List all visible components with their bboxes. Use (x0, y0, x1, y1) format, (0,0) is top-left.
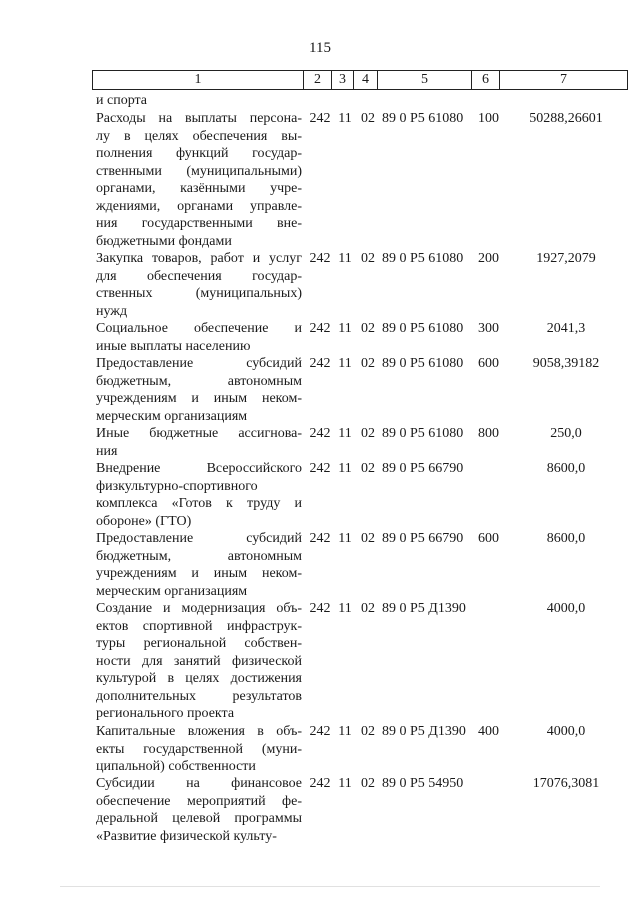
column-header-4: 4 (353, 71, 377, 89)
cell-c3: 11 (338, 724, 352, 739)
cell-c4: 02 (361, 531, 375, 546)
cell-c5: 89 0 Р5 61080 (382, 251, 464, 266)
cell-c5: 89 0 Р5 Д1390 (382, 724, 466, 739)
cell-c5: 89 0 Р5 61080 (382, 426, 464, 441)
cell-c7: 50288,26601 (529, 111, 603, 126)
description-line: учреждениям и иным неком- (96, 566, 302, 581)
cell-c7: 4000,0 (546, 601, 586, 616)
cell-c7: 4000,0 (546, 724, 586, 739)
description-line: культурой в целях достижения (96, 671, 302, 686)
cell-c4: 02 (361, 776, 375, 791)
cell-c6: 200 (478, 251, 499, 266)
row-description (96, 250, 302, 320)
cell-c7: 8600,0 (546, 531, 586, 546)
cell-c7: 250,0 (550, 426, 582, 441)
description-line: ственными (муниципальными) (96, 163, 302, 179)
description-line: Социальное обеспечение и (96, 321, 302, 336)
cell-c4: 02 (361, 724, 375, 739)
cell-c2: 242 (309, 321, 331, 336)
row-description (96, 775, 302, 845)
cell-c2: 242 (309, 356, 331, 371)
description-line: дополнительных результатов (96, 688, 302, 704)
cell-c2: 242 (309, 776, 331, 791)
cell-c4: 02 (361, 426, 375, 441)
row-description (96, 320, 302, 355)
row-description (96, 110, 302, 250)
cell-c2: 242 (309, 461, 331, 476)
column-header-6: 6 (471, 71, 499, 89)
cell-c5: 89 0 Р5 54950 (382, 776, 464, 791)
description-line: ния (96, 443, 118, 459)
description-line: Субсидии на финансовое (96, 776, 302, 791)
cell-c4: 02 (361, 601, 375, 616)
cell-c5: 89 0 Р5 66790 (382, 531, 464, 546)
cell-c6: 600 (478, 356, 499, 371)
cell-c5: 89 0 Р5 66790 (382, 461, 464, 476)
row-description (96, 355, 302, 425)
row-description (96, 425, 302, 460)
cell-c7: 9058,39182 (532, 356, 600, 371)
description-line: Иные бюджетные ассигнова- (96, 426, 302, 441)
cell-c2: 242 (309, 426, 331, 441)
description-line: Внедрение Всероссийского (96, 461, 302, 476)
description-line: ждениями, органами управле- (96, 198, 302, 214)
cell-c6: 300 (478, 321, 499, 336)
description-line: физкультурно-спортивного (96, 478, 258, 494)
description-line: Предоставление субсидий (96, 356, 302, 371)
description-line: обеспечение мероприятий фе- (96, 793, 302, 809)
cell-c2: 242 (309, 111, 331, 126)
scan-artifact (60, 886, 600, 887)
cell-c5: 89 0 Р5 61080 (382, 356, 464, 371)
column-header-5: 5 (377, 71, 471, 89)
description-line: ственных (муниципальных) (96, 286, 302, 301)
description-line: ния государственными вне- (96, 216, 302, 231)
description-line: лу в целях обеспечения вы- (96, 128, 302, 144)
description-line: учреждениям и иным неком- (96, 391, 302, 406)
description-line: бюджетными фондами (96, 233, 232, 249)
cell-c5: 89 0 Р5 61080 (382, 111, 464, 126)
description-line: комплекса «Готов к труду и (96, 496, 302, 511)
description-line: Создание и модернизация объ- (96, 601, 302, 616)
cell-c6: 600 (478, 531, 499, 546)
description-line: бюджетным, автономным (96, 548, 302, 564)
column-header-3: 3 (331, 71, 353, 89)
description-line: ципальной) собственности (96, 759, 256, 774)
description-line: «Развитие физической культу- (96, 828, 277, 844)
row-description (96, 460, 302, 530)
description-line: регионального проекта (96, 706, 235, 721)
cell-c4: 02 (361, 356, 375, 371)
cell-c3: 11 (338, 111, 352, 126)
cell-c3: 11 (338, 356, 352, 371)
row-description (96, 530, 302, 600)
cell-c3: 11 (338, 251, 352, 266)
cell-c7: 17076,3081 (532, 776, 600, 791)
cell-c6: 100 (478, 111, 499, 126)
cell-c3: 11 (338, 531, 352, 546)
row-description (96, 92, 302, 110)
description-line: ности для занятий физической (96, 653, 302, 669)
cell-c5: 89 0 Р5 Д1390 (382, 601, 466, 616)
cell-c3: 11 (338, 461, 352, 476)
cell-c4: 02 (361, 111, 375, 126)
description-line: обороне» (ГТО) (96, 513, 192, 529)
description-line: туры региональной собствен- (96, 636, 302, 651)
cell-c6: 400 (478, 724, 499, 739)
description-line: нужд (96, 303, 128, 319)
cell-c4: 02 (361, 251, 375, 266)
description-line: иные выплаты населению (96, 338, 251, 354)
cell-c2: 242 (309, 601, 331, 616)
page-number: 115 (309, 40, 331, 56)
cell-c5: 89 0 Р5 61080 (382, 321, 464, 336)
row-description (96, 600, 302, 723)
cell-c7: 1927,2079 (536, 251, 596, 266)
cell-c3: 11 (338, 601, 352, 616)
cell-c3: 11 (338, 776, 352, 791)
cell-c4: 02 (361, 321, 375, 336)
column-header-7: 7 (499, 71, 627, 89)
description-line: бюджетным, автономным (96, 373, 302, 389)
description-line: Расходы на выплаты персона- (96, 111, 302, 126)
description-line: деральной целевой программы (96, 811, 302, 826)
cell-c7: 2041,3 (546, 321, 586, 336)
cell-c2: 242 (309, 251, 331, 266)
row-description (96, 723, 302, 776)
table-header (92, 70, 628, 90)
column-header-2: 2 (303, 71, 331, 89)
description-line: мерческим организациям (96, 408, 248, 424)
cell-c7: 8600,0 (546, 461, 586, 476)
description-line: Закупка товаров, работ и услуг (96, 251, 302, 266)
description-line: екты государственной (муни- (96, 741, 302, 757)
cell-c3: 11 (338, 321, 352, 336)
column-header-1: 1 (194, 72, 202, 87)
description-line: мерческим организациям (96, 583, 248, 599)
cell-c4: 02 (361, 461, 375, 476)
cell-c2: 242 (309, 724, 331, 739)
description-line: для обеспечения государ- (96, 268, 302, 284)
description-line: полнения функций государ- (96, 146, 302, 161)
cell-c3: 11 (338, 426, 352, 441)
description-line: и спорта (96, 93, 148, 108)
cell-c6: 800 (478, 426, 499, 441)
description-line: ектов спортивной инфраструк- (96, 618, 302, 634)
cell-c2: 242 (309, 531, 331, 546)
description-line: органами, казёнными учре- (96, 181, 302, 196)
description-line: Капитальные вложения в объ- (96, 724, 302, 739)
description-line: Предоставление субсидий (96, 531, 302, 546)
